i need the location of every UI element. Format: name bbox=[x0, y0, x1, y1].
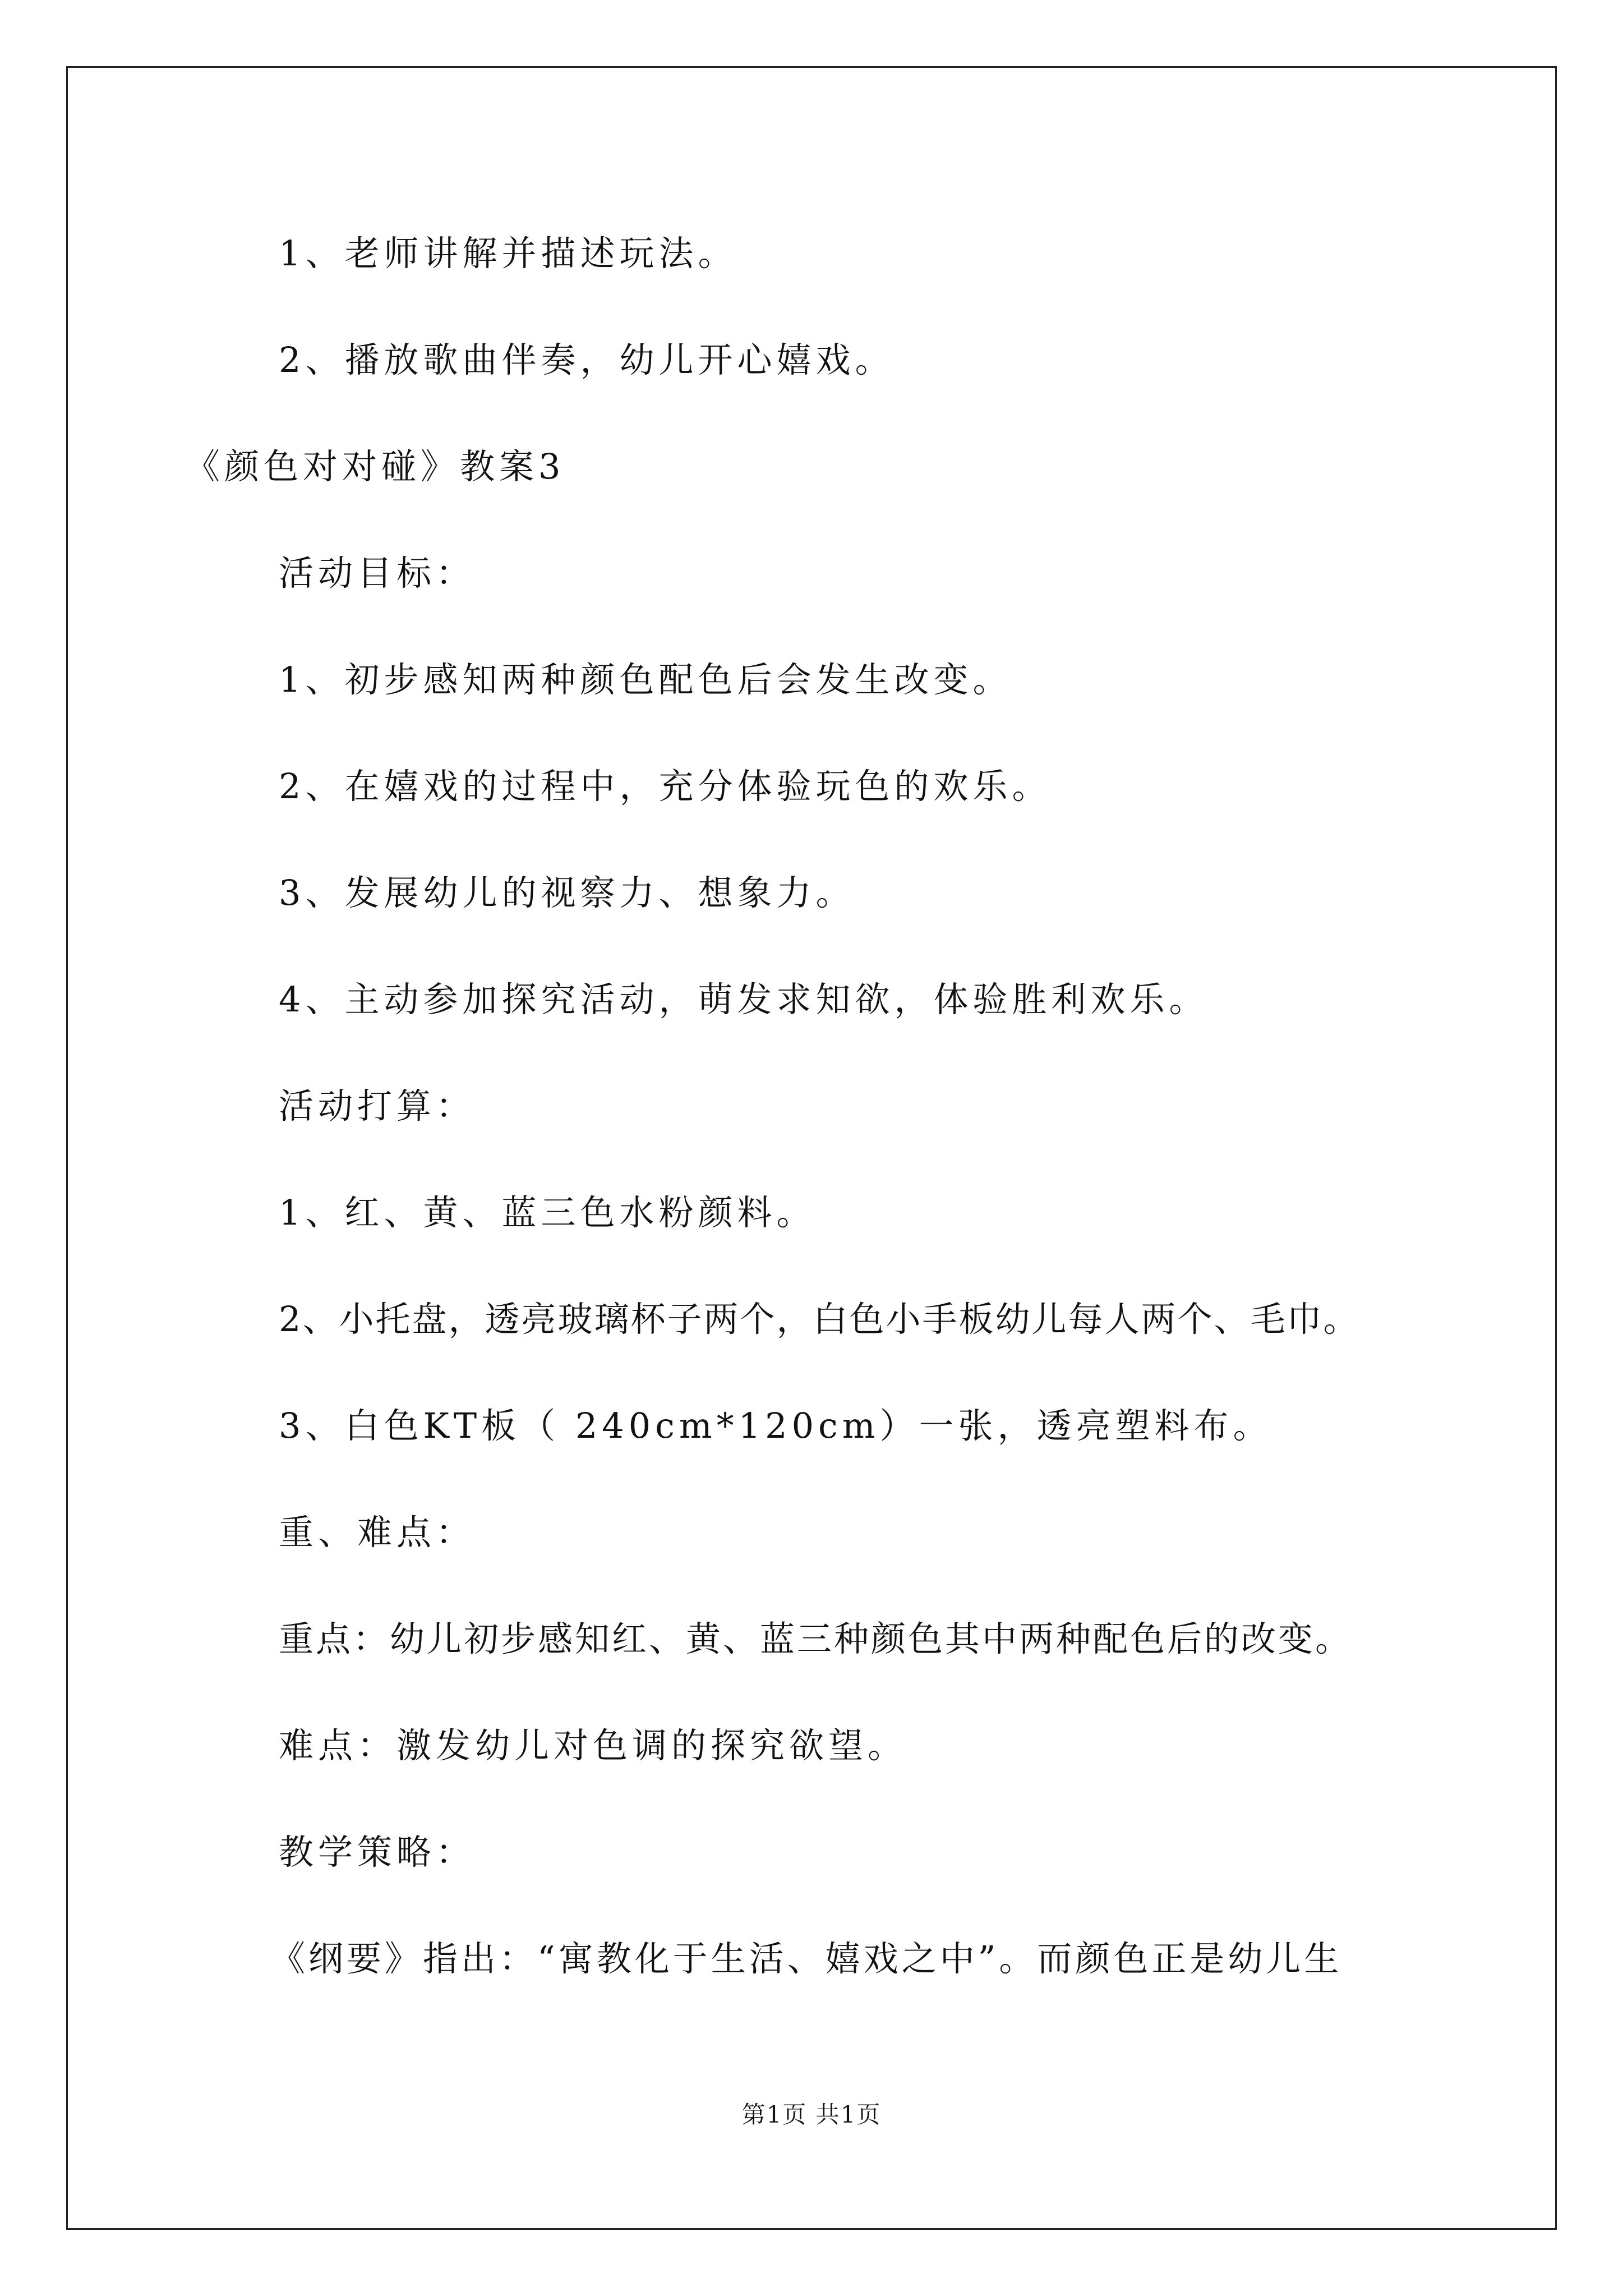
prep-3: 3、白色KT板（ 240cm*120cm）一张，透亮塑料布。 bbox=[279, 1405, 1272, 1446]
section-title: 《颜色对对碰》教案3 bbox=[185, 446, 565, 487]
goal-3: 3、发展幼儿的视察力、想象力。 bbox=[279, 872, 855, 913]
step-2-play-music: 2、播放歌曲伴奏，幼儿开心嬉戏。 bbox=[279, 339, 895, 380]
heading-preparation: 活动打算： bbox=[279, 1085, 476, 1126]
goal-2: 2、在嬉戏的过程中，充分体验玩色的欢乐。 bbox=[279, 766, 1052, 807]
step-1-explain: 1、老师讲解并描述玩法。 bbox=[279, 233, 737, 274]
heading-goals: 活动目标： bbox=[279, 553, 476, 593]
goal-1: 1、初步感知两种颜色配色后会发生改变。 bbox=[279, 659, 1012, 700]
heading-key-points: 重、难点： bbox=[279, 1512, 476, 1553]
page-footer: 第1页 共1页 bbox=[741, 2101, 882, 2128]
heading-strategy: 教学策略： bbox=[279, 1832, 476, 1872]
prep-2: 2、小托盘，透亮玻璃杯子两个，白色小手板幼儿每人两个、毛巾。 bbox=[279, 1299, 1360, 1340]
difficult-point: 难点：激发幼儿对色调的探究欲望。 bbox=[279, 1725, 907, 1766]
page-border bbox=[66, 66, 1557, 2230]
prep-1: 1、红、黄、蓝三色水粉颜料。 bbox=[279, 1192, 816, 1233]
goal-4: 4、主动参加探究活动，萌发求知欲，体验胜利欢乐。 bbox=[279, 979, 1209, 1020]
key-point: 重点：幼儿初步感知红、黄、蓝三种颜色其中两种配色后的改变。 bbox=[279, 1618, 1353, 1659]
strategy-text: 《纲要》指出：“寓教化于生活、嬉戏之中”。而颜色正是幼儿生 bbox=[270, 1938, 1343, 1979]
